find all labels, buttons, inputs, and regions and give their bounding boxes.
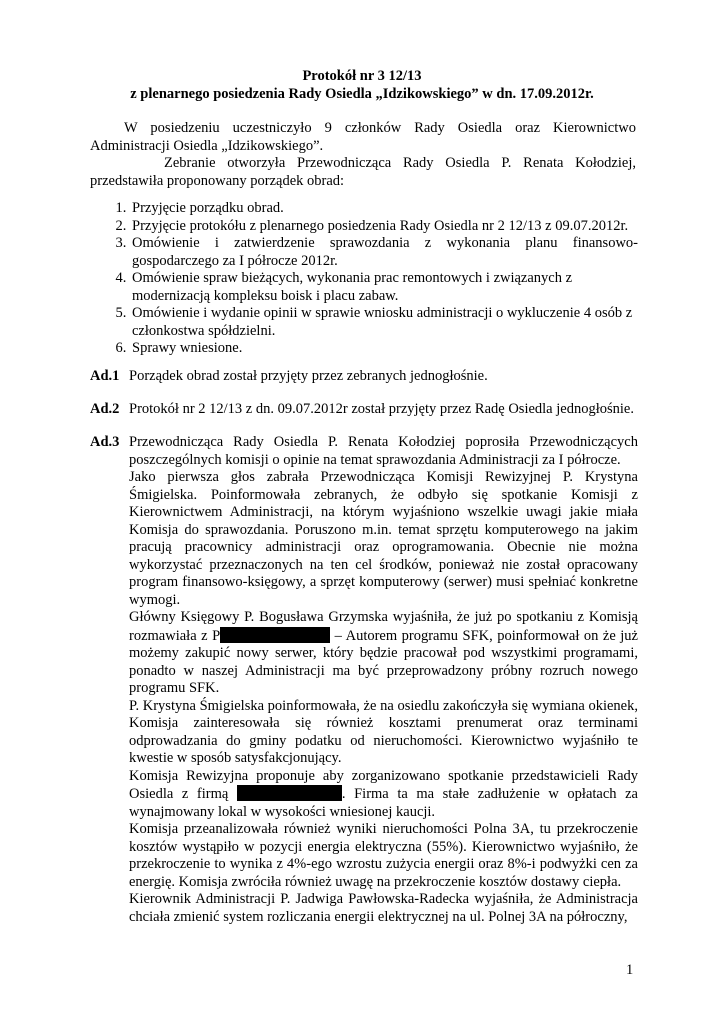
agenda-item: 3. Omówienie i zatwierdzenie sprawozdania z wykonania planu finansowo-gospodarczego za I półrocze 2012r. [130, 235, 638, 270]
document-title: Protokół nr 3 12/13 [302, 68, 422, 84]
ad3-paragraph: Komisja przeanalizowała również wyniki nieruchomości Polna 3A, tu przekroczenie kosztów wystąpiło w pozycji energia elektryczna (55%). Kierownictwo wyjaśniło, że przekroczenie to wynika z 4%-ego wzrostu zużycia energii oraz 8%-i podwyżki cen za energię. Komisja zwróciła również uwagę na przekroczenie kosztów dostawy ciepła. [129, 821, 638, 890]
ad2-label: Ad.2 [90, 401, 120, 417]
ad3-label: Ad.3 [90, 434, 120, 450]
ad3-paragraph [129, 609, 638, 698]
agenda-item: 5. Omówienie i wydanie opinii w sprawie wniosku administracji o wykluczenie 4 osób z członkostwa spółdzielni. [130, 305, 638, 340]
agenda-item: 6. Sprawy wniesione. [130, 340, 638, 358]
agenda-item: 1. Przyjęcie porządku obrad. [130, 200, 638, 218]
ad3-text-part: – Autorem programu SFK, poinformował on że już możemy zakupić nowy serwer, który będzie pracował pod wszystkimi programami, ponadto w naszej Administracji ma być przeprowadzony próbny rozruch nowego programu SFK. [129, 627, 638, 696]
intro-paragraph: Zebranie otworzyła Przewodnicząca Rady Osiedla P. Renata Kołodziej, przedstawiła proponowany porządek obrad: [90, 155, 636, 189]
ad3-text-part: . Firma ta ma stałe zadłużenie w opłatach za wynajmowany lokal w wysokości wniesionej kaucji. [129, 786, 638, 820]
ad1-label: Ad.1 [90, 368, 120, 384]
ad1-text: Porządek obrad został przyjęty przez zebranych jednogłośnie. [129, 368, 488, 384]
ad3-text-part: Komisja Rewizyjna proponuje aby zorganizowano spotkanie przedstawicieli Rady Osiedla z firmą [129, 767, 638, 802]
ad3-paragraph [129, 768, 638, 822]
ad3-paragraph: P. Krystyna Śmigielska poinformowała, że na osiedlu zakończyła się wymiana okienek, Komisja zainteresowała się również kosztami prenumerat oraz terminami odprowadzania do gminy podatku od nieruchomości. Kierownictwo wyjaśniło te kwestie w sposób satysfakcjonujący. [129, 697, 638, 766]
ad3-text-part: Główny Księgowy P. Bogusława Grzymska wyjaśniła, że już po spotkaniu z Komisją rozmawiała z P [129, 609, 638, 644]
page-number: 1 [626, 962, 634, 978]
document-subtitle: z plenarnego posiedzenia Rady Osiedla „Idzikowskiego” w dn. 17.09.2012r. [130, 86, 594, 102]
ad3-paragraph: Przewodnicząca Rady Osiedla P. Renata Kołodziej poprosiła Przewodniczących poszczególnych komisji o opinie na temat sprawozdania Administracji za I półrocze. [129, 434, 638, 468]
ad3-body [129, 434, 638, 926]
redaction-block [220, 627, 330, 643]
agenda-list [90, 200, 638, 358]
intro-paragraph: W posiedzeniu uczestniczyło 9 członków Rady Osiedla oraz Kierownictwo Administracji Osiedla „Idzikowskiego”. [90, 120, 636, 154]
agenda-item: 2. Przyjęcie protokółu z plenarnego posiedzenia Rady Osiedla nr 2 12/13 z 09.07.2012r. [130, 218, 638, 236]
ad2-text: Protokół nr 2 12/13 z dn. 09.07.2012r został przyjęty przez Radę Osiedla jednogłośnie. [129, 401, 634, 417]
redaction-block [237, 785, 342, 801]
ad3-paragraph: Jako pierwsza głos zabrała Przewodnicząca Komisji Rewizyjnej P. Krystyna Śmigielska. Poinformowała zebranych, że odbyło się spotkanie Komisji z Kierownictwem Administracji, na którym wyjaśniono wszelkie uwagi jakie miała Komisja do sprawozdania. Poruszono m.in. temat sprzętu komputerowego na jakim pracują pracownicy administracji oraz oprogramowania. Obecnie nie można wykorzystać przeznaczonych na ten cel środków, ponieważ nie został opracowany program finansowo-księgowy, a sprzęt komputerowy (serwer) musi spełniać konkretne wymogi. [129, 469, 638, 608]
intro-section [90, 120, 636, 190]
ad2-section [90, 401, 638, 419]
agenda-item: 4. Omówienie spraw bieżących, wykonania prac remontowych i związanych z modernizacją kompleksu boisk i placu zabaw. [130, 270, 638, 305]
ad1-section [90, 368, 638, 386]
ad3-section [90, 434, 638, 926]
ad3-paragraph: Kierownik Administracji P. Jadwiga Pawłowska-Radecka wyjaśniła, że Administracja chciała zmienić system rozliczania energii elektrycznej na ul. Polnej 3A na półroczny, [129, 891, 638, 925]
